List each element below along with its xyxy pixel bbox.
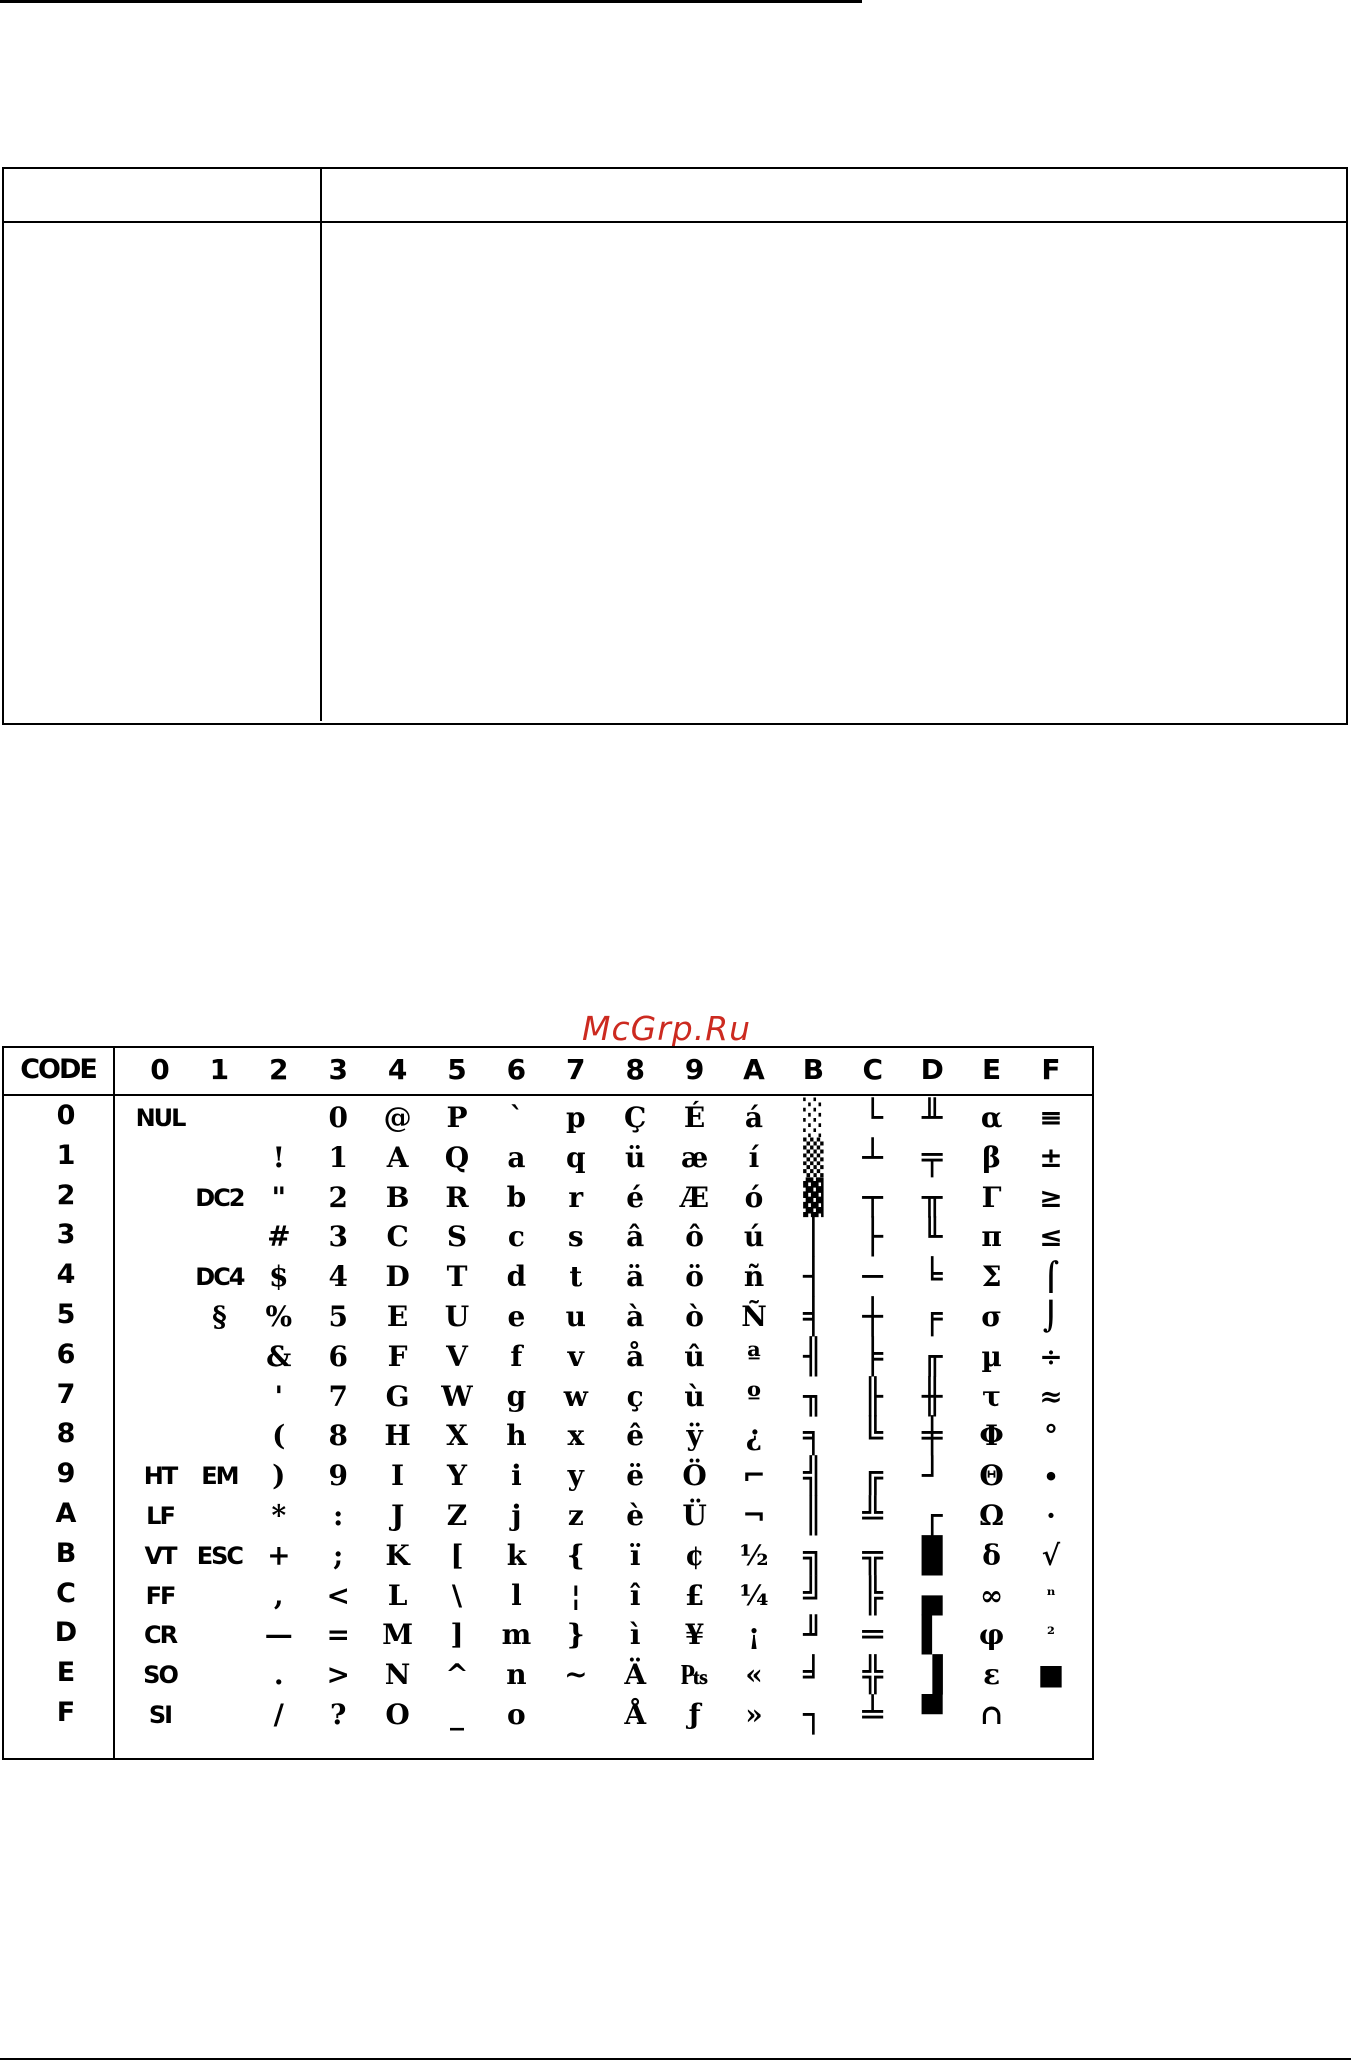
code-cell-ff <box>1021 1697 1081 1733</box>
code-cell-fc: ⁿ <box>1046 1584 1056 1606</box>
code-cell-b7: ╖ <box>803 1376 824 1417</box>
code-cell-0a: LF <box>146 1502 174 1530</box>
code-cell-c3: ├ <box>862 1217 884 1258</box>
code-cell-5f: _ <box>450 1698 464 1731</box>
code-cell-2c: , <box>273 1578 284 1612</box>
code-cell-27: ' <box>274 1379 284 1413</box>
code-cell-28: ( <box>272 1419 286 1453</box>
code-cell-f3: ≤ <box>1039 1220 1063 1254</box>
code-cell-63: c <box>507 1220 525 1254</box>
code-cell-ac: ¼ <box>739 1578 769 1612</box>
column-header-2: 2 <box>269 1053 289 1086</box>
code-cell-62: b <box>506 1180 527 1214</box>
code-cell-d2: ╥ <box>921 1177 943 1218</box>
code-cell-f4: ⌠ <box>1042 1260 1060 1294</box>
code-cell-f5: ⌡ <box>1042 1300 1060 1333</box>
code-cell-92: Æ <box>680 1180 710 1214</box>
code-cell-48: H <box>384 1419 411 1453</box>
code-cell-6a: j <box>511 1499 522 1532</box>
code-cell-20 <box>249 1100 309 1136</box>
code-cell-d8: ╪ <box>921 1416 943 1457</box>
code-header: CODE <box>20 1054 96 1085</box>
code-cell-2d: — <box>264 1618 293 1652</box>
code-cell-8a: è <box>626 1499 645 1532</box>
code-table-header-divider <box>4 1094 1092 1096</box>
code-cell-81: ü <box>625 1140 646 1174</box>
code-cell-45: E <box>386 1300 409 1333</box>
code-cell-91: æ <box>680 1140 709 1174</box>
code-cell-4f: O <box>385 1698 410 1731</box>
code-cell-17 <box>189 1379 249 1415</box>
code-cell-06 <box>130 1339 190 1375</box>
code-cell-0c: FF <box>145 1581 175 1610</box>
code-cell-4e: N <box>384 1658 411 1692</box>
code-cell-a7: º <box>747 1379 761 1413</box>
code-cell-cc: ╠ <box>862 1575 884 1616</box>
column-header-9: 9 <box>684 1053 705 1086</box>
code-cell-70: p <box>566 1101 586 1134</box>
code-cell-aa: ¬ <box>742 1499 766 1532</box>
code-cell-0f: SI <box>148 1701 172 1729</box>
column-header-8: 8 <box>625 1053 645 1086</box>
code-cell-df: ▀ <box>921 1695 943 1735</box>
code-cell-97: ù <box>684 1379 705 1413</box>
code-cell-c4: ─ <box>862 1257 884 1298</box>
code-cell-19: EM <box>201 1462 238 1491</box>
code-cell-42: B <box>385 1180 410 1214</box>
code-cell-1e <box>189 1657 249 1693</box>
code-cell-d7: ╫ <box>921 1376 943 1417</box>
code-cell-9e: ₧ <box>681 1658 709 1692</box>
code-cell-0e: SO <box>143 1661 177 1690</box>
code-cell-de: ▐ <box>921 1655 943 1696</box>
code-cell-04 <box>130 1259 190 1295</box>
code-cell-db: █ <box>921 1535 943 1576</box>
code-cell-6c: l <box>511 1578 522 1612</box>
code-cell-cd: ═ <box>862 1615 884 1656</box>
code-cell-b8: ╕ <box>803 1416 824 1457</box>
code-cell-a2: ó <box>744 1180 764 1214</box>
code-cell-a9: ⌐ <box>742 1459 766 1493</box>
code-cell-18 <box>189 1418 249 1454</box>
code-cell-8e: Ä <box>624 1658 647 1692</box>
code-cell-7b: { <box>566 1538 585 1572</box>
code-cell-73: s <box>567 1220 584 1254</box>
code-cell-c1: ┴ <box>862 1137 884 1178</box>
code-cell-8b: ï <box>629 1538 641 1572</box>
code-cell-5a: Z <box>446 1499 468 1532</box>
code-cell-14: DC4 <box>195 1263 244 1292</box>
code-cell-66: f <box>510 1339 523 1373</box>
code-cell-f7: ≈ <box>1039 1379 1063 1413</box>
code-cell-f8: ° <box>1044 1419 1058 1453</box>
code-cell-29: ) <box>272 1459 286 1493</box>
code-cell-32: 2 <box>328 1180 348 1214</box>
code-cell-15: § <box>212 1300 227 1333</box>
bottom-rule <box>0 2058 1351 2060</box>
code-cell-7f <box>546 1697 606 1733</box>
code-cell-08 <box>130 1418 190 1454</box>
code-cell-1a <box>189 1498 249 1534</box>
code-cell-ad: ¡ <box>747 1618 761 1652</box>
code-cell-c7: ╟ <box>862 1376 884 1417</box>
code-cell-9f: ƒ <box>688 1698 701 1731</box>
row-header-9: 9 <box>56 1458 76 1490</box>
column-header-1: 1 <box>209 1053 230 1086</box>
code-cell-47: G <box>385 1379 410 1413</box>
code-cell-82: é <box>626 1180 645 1214</box>
code-cell-c9: ╔ <box>862 1456 884 1497</box>
code-cell-52: R <box>445 1180 469 1214</box>
row-header-1: 1 <box>56 1139 76 1171</box>
code-cell-4a: J <box>390 1499 405 1532</box>
code-cell-1c <box>189 1578 249 1614</box>
code-cell-53: S <box>446 1220 468 1254</box>
code-cell-7d: } <box>566 1618 585 1652</box>
code-cell-dd: ▌ <box>921 1615 943 1656</box>
code-cell-4c: L <box>387 1578 408 1612</box>
code-cell-b3: │ <box>803 1217 824 1258</box>
code-cell-83: â <box>626 1220 645 1254</box>
code-cell-02 <box>130 1180 190 1216</box>
code-cell-79: y <box>567 1459 584 1493</box>
code-cell-84: ä <box>626 1260 645 1294</box>
code-cell-b9: ╣ <box>803 1456 824 1497</box>
code-cell-68: h <box>506 1419 527 1453</box>
code-cell-11 <box>189 1140 249 1176</box>
code-cell-bb: ╗ <box>803 1535 824 1576</box>
code-cell-40: @ <box>383 1101 412 1134</box>
code-cell-c8: ╚ <box>862 1416 884 1457</box>
code-cell-74: t <box>569 1260 583 1294</box>
code-cell-ce: ╬ <box>862 1655 884 1696</box>
code-cell-cf: ╧ <box>862 1695 884 1735</box>
code-cell-46: F <box>387 1339 408 1373</box>
code-cell-c5: ┼ <box>862 1297 884 1337</box>
code-cell-8d: ì <box>629 1618 641 1652</box>
code-cell-1f <box>189 1697 249 1733</box>
code-cell-51: Q <box>444 1140 470 1174</box>
code-cell-6e: n <box>506 1658 527 1692</box>
row-header-5: 5 <box>56 1299 76 1330</box>
code-cell-41: A <box>386 1140 409 1174</box>
code-cell-bc: ╝ <box>803 1575 824 1616</box>
code-cell-75: u <box>565 1300 586 1333</box>
code-cell-58: X <box>446 1419 468 1453</box>
code-cell-80: Ç <box>624 1101 647 1134</box>
code-cell-94: ö <box>685 1260 704 1294</box>
code-cell-65: e <box>507 1300 526 1333</box>
code-cell-43: C <box>386 1220 409 1254</box>
empty-table <box>2 167 1348 725</box>
code-cell-fe: ■ <box>1037 1658 1065 1692</box>
code-cell-e3: π <box>981 1220 1002 1254</box>
code-cell-39: 9 <box>328 1459 348 1493</box>
column-header-a: A <box>743 1053 765 1086</box>
code-cell-8f: Å <box>624 1698 647 1731</box>
code-cell-e7: τ <box>982 1379 1002 1413</box>
code-cell-9b: ¢ <box>684 1538 705 1572</box>
code-cell-b1: ▒ <box>803 1137 824 1178</box>
code-cell-03 <box>130 1219 190 1255</box>
row-header-8: 8 <box>56 1418 76 1450</box>
code-cell-30: 0 <box>328 1101 348 1134</box>
code-cell-a1: í <box>748 1140 760 1174</box>
code-cell-ef: ∩ <box>979 1698 1004 1731</box>
code-cell-60: ` <box>509 1101 524 1134</box>
row-header-7: 7 <box>56 1378 76 1410</box>
code-cell-36: 6 <box>328 1339 348 1373</box>
code-cell-4d: M <box>382 1618 414 1652</box>
column-header-3: 3 <box>328 1053 348 1086</box>
code-cell-ab: ½ <box>739 1538 769 1572</box>
code-cell-b5: ╡ <box>803 1297 824 1337</box>
column-header-7: 7 <box>566 1053 586 1086</box>
code-cell-fb: √ <box>1041 1538 1061 1572</box>
code-cell-78: x <box>567 1419 585 1453</box>
code-cell-90: É <box>683 1101 706 1134</box>
row-header-4: 4 <box>56 1259 76 1291</box>
code-cell-57: W <box>441 1379 473 1413</box>
code-cell-ed: φ <box>978 1618 1005 1652</box>
code-cell-9a: Ü <box>682 1499 707 1532</box>
code-cell-87: ç <box>626 1379 644 1413</box>
code-cell-23: # <box>267 1220 291 1254</box>
code-cell-5c: \ <box>451 1578 463 1612</box>
code-cell-07 <box>130 1379 190 1415</box>
code-cell-88: ê <box>626 1419 645 1453</box>
column-header-6: 6 <box>506 1053 527 1086</box>
code-cell-bd: ╜ <box>803 1615 824 1656</box>
code-cell-49: I <box>391 1459 405 1493</box>
code-cell-64: d <box>506 1260 527 1294</box>
column-header-5: 5 <box>447 1053 467 1086</box>
code-cell-37: 7 <box>328 1379 348 1413</box>
code-cell-44: D <box>385 1260 410 1294</box>
code-cell-59: Y <box>447 1459 467 1493</box>
code-cell-21: ! <box>272 1140 285 1174</box>
code-cell-31: 1 <box>328 1140 348 1174</box>
row-header-c: C <box>56 1577 76 1609</box>
code-cell-01 <box>130 1140 190 1176</box>
code-cell-98: ÿ <box>686 1419 703 1453</box>
code-cell-ea: Ω <box>979 1499 1005 1532</box>
code-cell-3b: ; <box>333 1538 344 1572</box>
code-cell-a4: ñ <box>743 1260 765 1294</box>
code-cell-3c: < <box>326 1578 350 1612</box>
code-cell-25: % <box>265 1300 293 1333</box>
code-cell-9d: ¥ <box>684 1618 705 1652</box>
code-cell-5b: [ <box>450 1538 464 1572</box>
code-cell-2b: + <box>267 1538 291 1572</box>
code-cell-77: w <box>563 1379 588 1413</box>
code-cell-61: a <box>507 1140 526 1174</box>
row-header-3: 3 <box>56 1219 76 1251</box>
code-cell-fd: ² <box>1047 1624 1055 1646</box>
code-cell-ec: ∞ <box>979 1578 1004 1612</box>
row-header-6: 6 <box>56 1338 76 1370</box>
code-cell-3f: ? <box>329 1698 347 1731</box>
code-cell-eb: δ <box>982 1538 1001 1572</box>
code-cell-7c: ¦ <box>570 1578 581 1612</box>
code-cell-2a: * <box>271 1499 287 1532</box>
code-cell-2e: . <box>273 1658 284 1692</box>
code-cell-67: g <box>506 1379 527 1413</box>
code-cell-24: $ <box>269 1260 289 1294</box>
code-cell-50: P <box>446 1101 468 1134</box>
code-cell-f9: ∙ <box>1043 1459 1059 1493</box>
code-cell-a0: á <box>744 1101 764 1134</box>
code-cell-55: U <box>444 1300 470 1333</box>
code-cell-e2: Γ <box>981 1180 1002 1214</box>
column-header-c: C <box>862 1053 884 1086</box>
code-cell-b2: ▓ <box>803 1177 824 1218</box>
code-cell-e5: σ <box>981 1300 1002 1333</box>
code-cell-99: Ö <box>682 1459 707 1493</box>
code-cell-72: r <box>568 1180 584 1214</box>
code-cell-f0: ≡ <box>1039 1101 1063 1134</box>
code-cell-7e: ~ <box>564 1658 588 1692</box>
row-header-d: D <box>54 1617 78 1649</box>
column-header-d: D <box>920 1053 944 1086</box>
code-cell-56: V <box>446 1339 468 1373</box>
code-cell-10 <box>189 1100 249 1136</box>
code-cell-9c: £ <box>684 1578 705 1612</box>
code-cell-8c: î <box>629 1578 641 1612</box>
code-cell-86: å <box>626 1339 645 1373</box>
code-cell-b4: ┤ <box>803 1257 824 1298</box>
code-cell-f1: ± <box>1039 1140 1063 1174</box>
code-cell-4b: K <box>385 1538 410 1572</box>
code-cell-0d: CR <box>143 1621 177 1650</box>
row-header-b: B <box>55 1537 77 1569</box>
code-cell-d3: ╙ <box>921 1217 943 1258</box>
code-cell-5d: ] <box>450 1618 464 1652</box>
code-cell-3a: : <box>333 1499 344 1532</box>
column-header-4: 4 <box>387 1053 408 1086</box>
row-header-0: 0 <box>56 1100 76 1131</box>
code-cell-d4: ╘ <box>921 1257 943 1298</box>
code-cell-e8: Φ <box>979 1419 1004 1453</box>
column-header-f: F <box>1041 1053 1061 1086</box>
code-cell-e0: α <box>980 1101 1003 1134</box>
code-cell-26: & <box>266 1339 292 1373</box>
code-cell-d9: ┘ <box>921 1456 943 1497</box>
code-cell-a8: ¿ <box>745 1419 763 1453</box>
column-header-b: B <box>802 1053 825 1086</box>
top-rule <box>0 0 862 3</box>
code-cell-d1: ╤ <box>921 1137 943 1178</box>
code-cell-d0: ╨ <box>921 1098 943 1138</box>
code-cell-54: T <box>446 1260 468 1294</box>
code-cell-6b: k <box>506 1538 527 1572</box>
row-header-f: F <box>56 1697 76 1728</box>
code-cell-d5: ╒ <box>921 1297 943 1337</box>
code-cell-ae: « <box>745 1658 763 1692</box>
code-cell-d6: ╓ <box>921 1336 943 1377</box>
code-cell-00: NUL <box>135 1104 185 1132</box>
code-cell-ba: ║ <box>803 1496 824 1536</box>
column-header-e: E <box>982 1053 1002 1086</box>
code-cell-12: DC2 <box>195 1183 244 1212</box>
code-cell-1d <box>189 1617 249 1653</box>
code-cell-96: û <box>684 1339 705 1373</box>
code-cell-3d: = <box>326 1618 350 1652</box>
code-cell-b0: ░ <box>803 1098 824 1138</box>
code-cell-38: 8 <box>328 1419 348 1453</box>
code-cell-1b: ESC <box>196 1541 243 1570</box>
code-cell-05 <box>130 1299 190 1335</box>
code-cell-da: ┌ <box>921 1496 943 1536</box>
code-cell-a6: ª <box>747 1339 761 1373</box>
code-cell-e1: β <box>982 1140 1001 1174</box>
code-cell-f2: ≥ <box>1039 1180 1063 1214</box>
row-header-2: 2 <box>56 1179 76 1211</box>
code-cell-16 <box>189 1339 249 1375</box>
code-cell-69: i <box>511 1459 522 1493</box>
code-cell-c2: ┬ <box>862 1177 884 1218</box>
table-header-divider <box>4 221 1346 223</box>
code-cell-e9: Θ <box>979 1459 1004 1493</box>
code-cell-6d: m <box>501 1618 532 1652</box>
code-cell-33: 3 <box>328 1220 348 1254</box>
row-header-a: A <box>55 1498 77 1529</box>
code-cell-dc: ▄ <box>921 1575 943 1616</box>
code-cell-95: ò <box>685 1300 704 1333</box>
code-cell-c6: ╞ <box>862 1336 884 1377</box>
code-cell-b6: ╢ <box>803 1336 824 1377</box>
column-header-0: 0 <box>150 1053 170 1086</box>
code-cell-6f: o <box>507 1698 526 1731</box>
code-cell-af: » <box>745 1698 763 1731</box>
table-column-divider <box>320 169 322 721</box>
code-cell-76: v <box>567 1339 584 1373</box>
code-cell-13 <box>189 1219 249 1255</box>
code-cell-0b: VT <box>144 1541 176 1570</box>
code-cell-e4: Σ <box>981 1260 1002 1294</box>
code-cell-a5: Ñ <box>741 1300 767 1333</box>
code-cell-7a: z <box>567 1499 584 1532</box>
code-cell-34: 4 <box>328 1260 348 1294</box>
code-cell-fa: · <box>1046 1499 1056 1532</box>
code-cell-09: HT <box>143 1462 177 1491</box>
watermark: McGrp.Ru <box>582 1009 752 1048</box>
code-cell-89: ë <box>626 1459 645 1493</box>
code-cell-5e: ^ <box>445 1658 469 1692</box>
code-cell-f6: ÷ <box>1039 1339 1063 1373</box>
row-header-e: E <box>56 1657 76 1689</box>
code-cell-93: ô <box>685 1220 704 1254</box>
code-cell-ee: ε <box>983 1658 1001 1692</box>
code-cell-cb: ╦ <box>862 1535 884 1576</box>
code-table-row-label-divider <box>113 1048 115 1758</box>
code-cell-2f: / <box>273 1698 284 1731</box>
code-cell-e6: µ <box>981 1339 1002 1373</box>
code-cell-a3: ú <box>743 1220 765 1254</box>
code-cell-22: " <box>271 1180 287 1214</box>
code-cell-3e: > <box>326 1658 350 1692</box>
code-cell-35: 5 <box>328 1300 348 1333</box>
code-cell-85: à <box>626 1300 645 1333</box>
code-cell-be: ╛ <box>803 1655 824 1696</box>
code-cell-ca: ╩ <box>862 1496 884 1536</box>
code-cell-bf: ┐ <box>803 1695 824 1735</box>
code-cell-71: q <box>566 1140 586 1174</box>
code-cell-c0: └ <box>862 1098 884 1138</box>
